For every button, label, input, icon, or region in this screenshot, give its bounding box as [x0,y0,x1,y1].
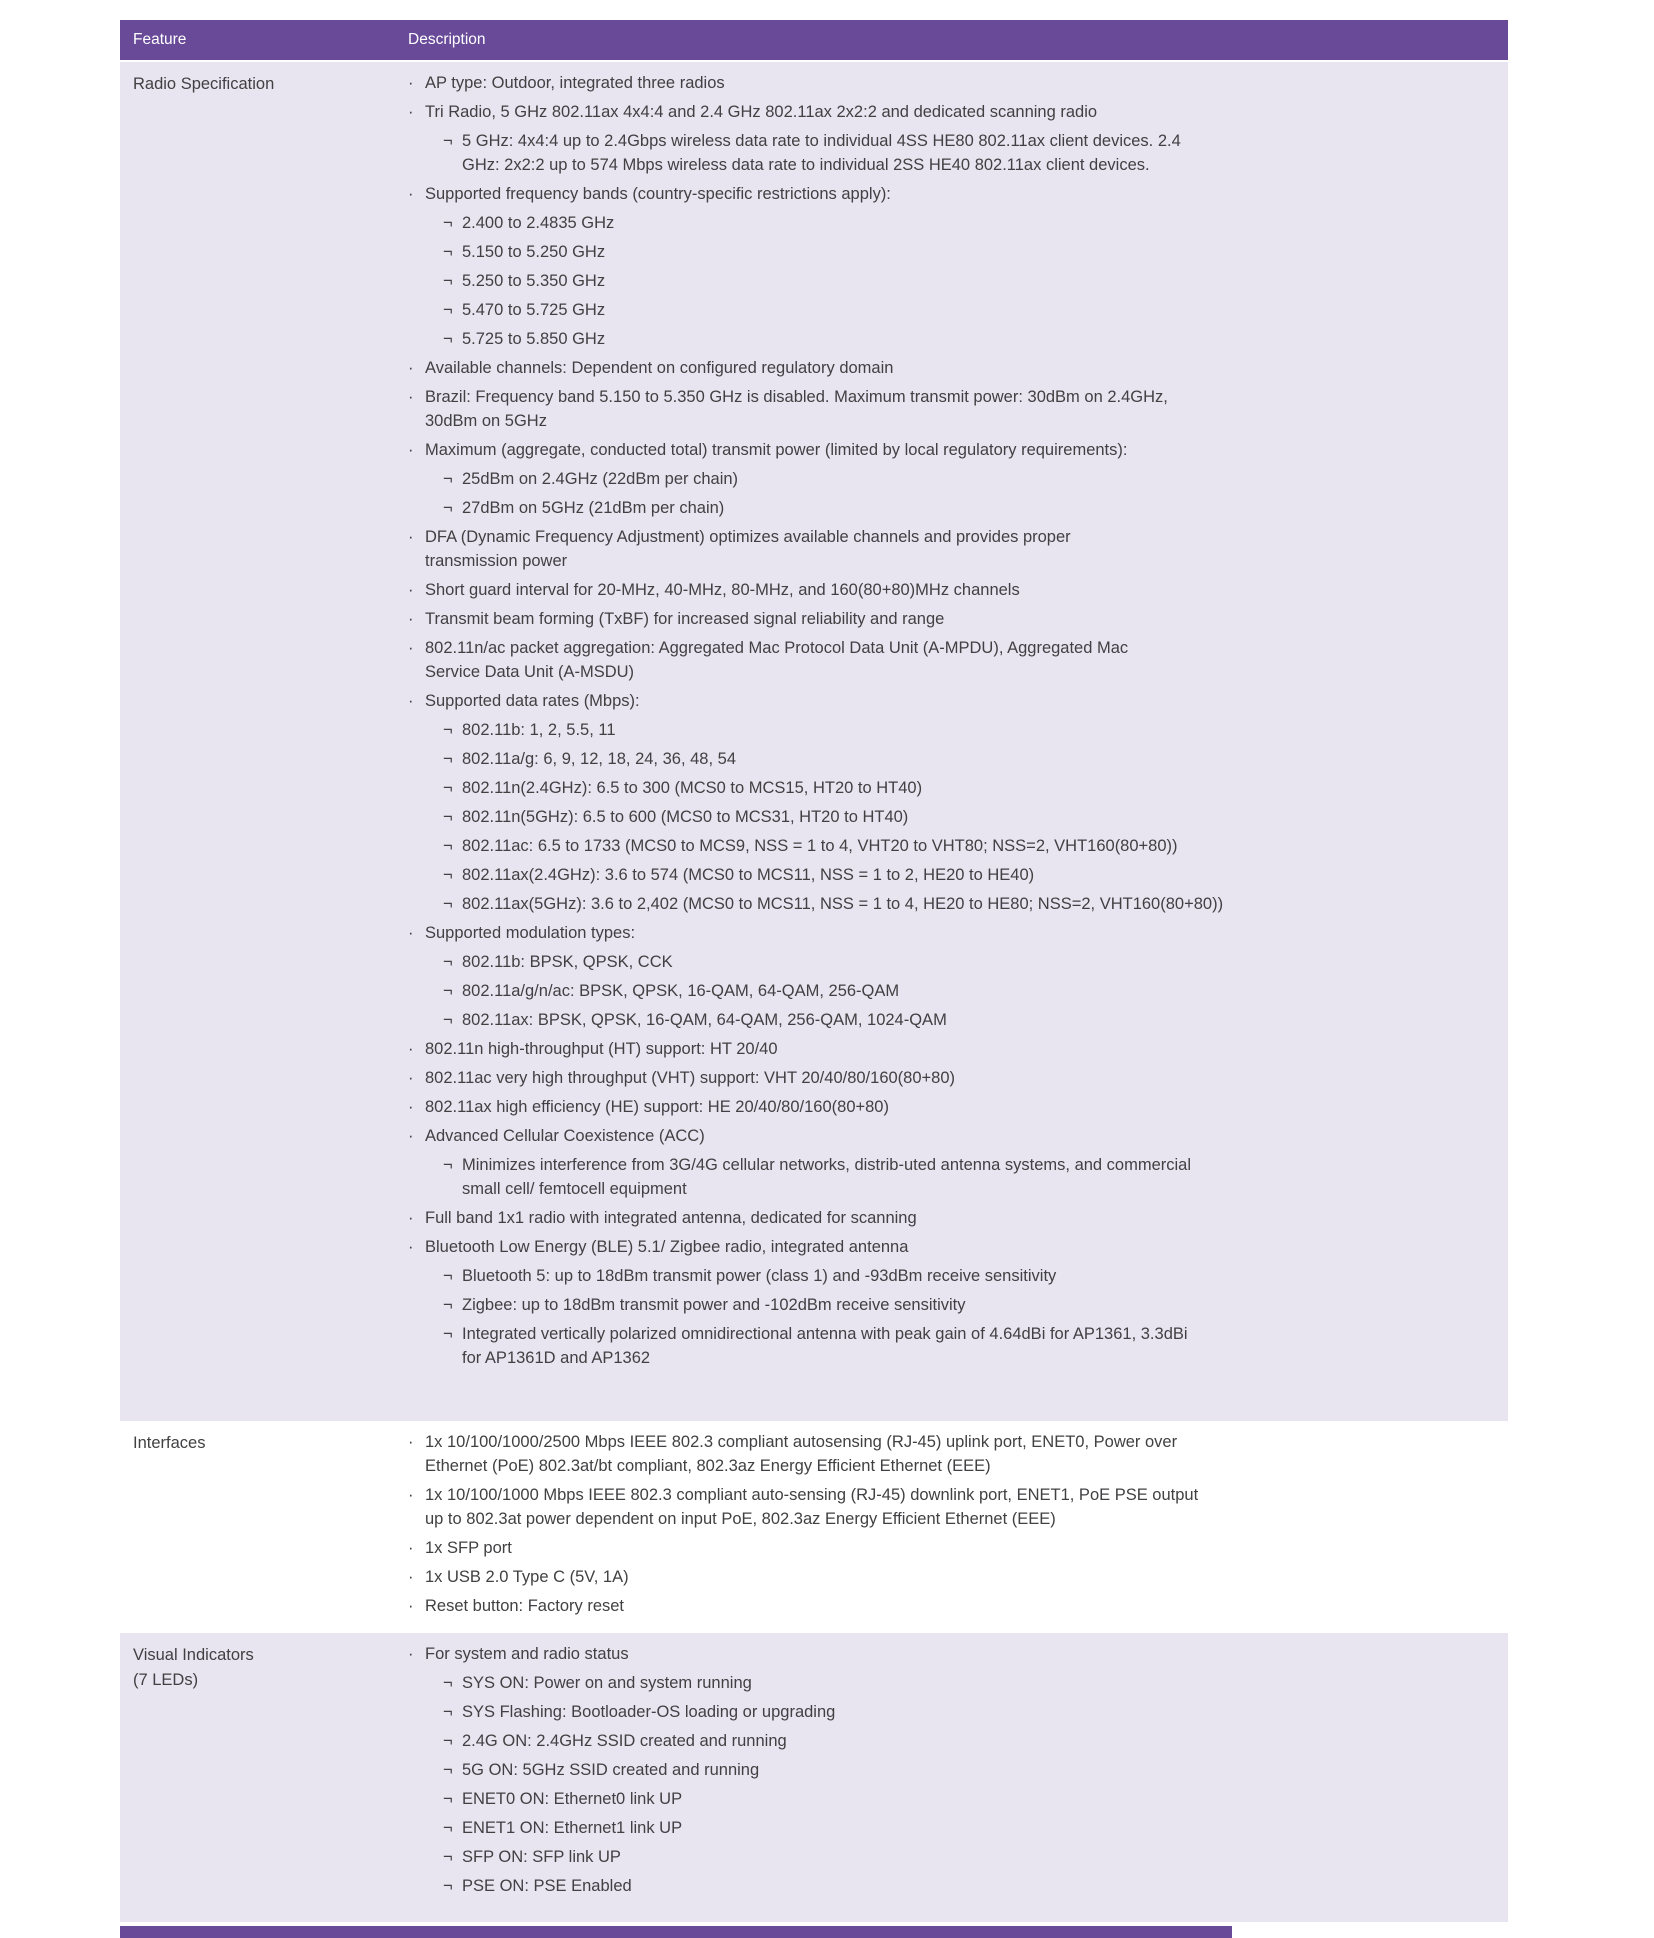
sub-bullet-item [443,863,1490,887]
bullet-list [408,1430,1490,1618]
sub-bullet-item [443,1700,1490,1724]
bullet-text: 802.11ax: BPSK, QPSK, 16-QAM, 64-QAM, 256-QAM, 1024-QAM [462,1011,947,1029]
bullet-text: 802.11a/g/n/ac: BPSK, QPSK, 16-QAM, 64-QAM, 256-QAM [462,982,900,1000]
bullet-text: 1x 10/100/1000 Mbps IEEE 802.3 compliant auto-sensing (RJ-45) downlink port, ENET1, PoE PSE output up to 802.3at power dependent on input PoE, 802.3az Energy Efficient Ethernet (EEE) [425,1486,1199,1528]
bullet-text: 5.250 to 5.350 GHz [462,272,606,290]
sub-bullet-item [443,269,1490,293]
sub-bullet-marker: ¬ [443,1325,453,1343]
bullet-marker: · [408,1486,414,1504]
bullet-text: 5 GHz: 4x4:4 up to 2.4Gbps wireless data rate to individual 4SS HE80 802.11ax client devices. 2.4 GHz: 2x2:2 up to 574 Mbps wireless data rate to individual 2SS HE40 802.11ax client devices. [462,132,1181,174]
table-body [120,62,1508,1922]
sub-bullet-item [443,1293,1490,1317]
sub-bullet-marker: ¬ [443,866,453,884]
sub-bullet-marker: ¬ [443,1819,453,1837]
sub-bullet-marker: ¬ [443,1267,453,1285]
description-cell [408,1421,1508,1633]
sub-bullet-item [443,805,1490,829]
bullet-text: AP type: Outdoor, integrated three radios [425,74,725,92]
table-header-row [120,20,1508,60]
bullet-text: Reset button: Factory reset [425,1597,625,1615]
bullet-text: 27dBm on 5GHz (21dBm per chain) [462,499,725,517]
bullet-text: 802.11ax(2.4GHz): 3.6 to 574 (MCS0 to MCS11, NSS = 1 to 2, HE20 to HE40) [462,866,1035,884]
bullet-text: 802.11n(5GHz): 6.5 to 600 (MCS0 to MCS31, HT20 to HT40) [462,808,909,826]
sub-bullet-marker: ¬ [443,330,453,348]
sub-bullet-item [443,1787,1490,1811]
bullet-text: ENET0 ON: Ethernet0 link UP [462,1790,683,1808]
bullet-marker: · [408,74,414,92]
bullet-text: Transmit beam forming (TxBF) for increased signal reliability and range [425,610,945,628]
feature-column-header: Feature [133,31,187,48]
bullet-text: 802.11a/g: 6, 9, 12, 18, 24, 36, 48, 54 [462,750,736,768]
bullet-text: 1x 10/100/1000/2500 Mbps IEEE 802.3 compliant autosensing (RJ-45) uplink port, ENET0, Power over Ethernet (PoE) 802.3at/bt compliant, 802.3az Energy Efficient Ethernet (EEE) [425,1433,1178,1475]
feature-cell [120,1421,408,1633]
bullet-text: 5G ON: 5GHz SSID created and running [462,1761,760,1779]
bullet-item [408,182,1490,206]
bullet-item [408,356,1490,380]
spec-table [120,20,1508,1922]
bullet-list [408,71,1490,1370]
sub-bullet-item [443,834,1490,858]
table-row [120,62,1508,1421]
bullet-text: 802.11b: 1, 2, 5.5, 11 [462,721,616,739]
table-row [120,1421,1508,1633]
feature-cell [120,1633,408,1922]
bullet-marker: · [408,610,414,628]
bullet-text: SFP ON: SFP link UP [462,1848,621,1866]
bullet-marker: · [408,388,414,406]
bullet-text: 802.11ax(5GHz): 3.6 to 2,402 (MCS0 to MCS11, NSS = 1 to 4, HE20 to HE80; NSS=2, VHT160(80+80)) [462,895,1224,913]
sub-bullet-marker: ¬ [443,1156,453,1174]
bullet-text: 2.400 to 2.4835 GHz [462,214,615,232]
sub-bullet-marker: ¬ [443,721,453,739]
sub-bullet-marker: ¬ [443,1674,453,1692]
feature-cell [120,62,408,1421]
bullet-marker: · [408,1433,414,1451]
sub-bullet-item [443,1845,1490,1869]
description-cell [408,62,1508,1421]
bullet-text: 802.11n high-throughput (HT) support: HT 20/40 [425,1040,778,1058]
sub-bullet-item [443,1322,1490,1370]
bullet-marker: · [408,185,414,203]
sub-bullet-item [443,776,1490,800]
sub-bullet-item [443,211,1490,235]
bullet-text: 1x SFP port [425,1539,512,1557]
sub-bullet-marker: ¬ [443,750,453,768]
sub-bullet-marker: ¬ [443,132,453,150]
bullet-marker: · [408,1238,414,1256]
sub-bullet-item [443,129,1490,177]
bullet-item [408,1430,1490,1478]
bullet-item [408,578,1490,602]
bullet-marker: · [408,359,414,377]
bullet-text: Zigbee: up to 18dBm transmit power and -102dBm receive sensitivity [462,1296,966,1314]
sub-bullet-marker: ¬ [443,1703,453,1721]
bullet-text: 802.11n(2.4GHz): 6.5 to 300 (MCS0 to MCS15, HT20 to HT40) [462,779,923,797]
sub-bullet-item [443,1671,1490,1695]
feature-label: Visual Indicators [133,1646,254,1664]
bullet-item [408,1536,1490,1560]
feature-label: Radio Specification [133,75,275,93]
bullet-item [408,1037,1490,1061]
bullet-text: SYS ON: Power on and system running [462,1674,752,1692]
sub-bullet-marker: ¬ [443,272,453,290]
sub-bullet-marker: ¬ [443,953,453,971]
bullet-text: 802.11ac: 6.5 to 1733 (MCS0 to MCS9, NSS = 1 to 4, VHT20 to VHT80; NSS=2, VHT160(80+80)) [462,837,1178,855]
sub-bullet-item [443,892,1490,916]
bullet-text: DFA (Dynamic Frequency Adjustment) optimizes available channels and provides proper transmission power [425,528,1071,570]
sub-bullet-marker: ¬ [443,1761,453,1779]
sub-bullet-item [443,718,1490,742]
sub-bullet-item [443,1758,1490,1782]
bullet-item [408,1206,1490,1230]
sub-bullet-item [443,1153,1490,1201]
bullet-marker: · [408,528,414,546]
bullet-text: For system and radio status [425,1645,629,1663]
bullet-text: 1x USB 2.0 Type C (5V, 1A) [425,1568,629,1586]
bullet-marker: · [408,1209,414,1227]
bullet-marker: · [408,1098,414,1116]
bullet-text: 2.4G ON: 2.4GHz SSID created and running [462,1732,787,1750]
bullet-marker: · [408,581,414,599]
bullet-item [408,689,1490,713]
sub-bullet-marker: ¬ [443,895,453,913]
bullet-marker: · [408,639,414,657]
sub-bullet-item [443,327,1490,351]
sub-bullet-marker: ¬ [443,1877,453,1895]
sub-bullet-item [443,1008,1490,1032]
bullet-marker: · [408,103,414,121]
bullet-marker: · [408,1645,414,1663]
sub-bullet-marker: ¬ [443,1732,453,1750]
sub-bullet-item [443,496,1490,520]
bullet-list [408,1642,1490,1898]
bullet-text: 802.11ax high efficiency (HE) support: HE 20/40/80/160(80+80) [425,1098,889,1116]
bullet-text: 5.725 to 5.850 GHz [462,330,606,348]
bullet-item [408,607,1490,631]
bullet-marker: · [408,441,414,459]
sub-bullet-marker: ¬ [443,499,453,517]
sub-bullet-marker: ¬ [443,1011,453,1029]
bullet-item [408,100,1490,124]
sub-bullet-marker: ¬ [443,214,453,232]
bullet-text: 802.11ac very high throughput (VHT) support: VHT 20/40/80/160(80+80) [425,1069,956,1087]
bullet-marker: · [408,1568,414,1586]
sub-bullet-marker: ¬ [443,1848,453,1866]
bullet-text: 25dBm on 2.4GHz (22dBm per chain) [462,470,739,488]
bullet-marker: · [408,924,414,942]
table-row [120,1633,1508,1922]
bullet-item [408,1642,1490,1666]
bullet-text: 5.470 to 5.725 GHz [462,301,606,319]
sub-bullet-item [443,979,1490,1003]
bullet-item [408,636,1490,684]
bullet-text: ENET1 ON: Ethernet1 link UP [462,1819,683,1837]
sub-bullet-marker: ¬ [443,982,453,1000]
sub-bullet-marker: ¬ [443,1296,453,1314]
bullet-text: Available channels: Dependent on configured regulatory domain [425,359,894,377]
bullet-item [408,438,1490,462]
bullet-text: Bluetooth 5: up to 18dBm transmit power (class 1) and -93dBm receive sensitivity [462,1267,1057,1285]
sub-bullet-marker: ¬ [443,779,453,797]
sub-bullet-marker: ¬ [443,243,453,261]
bullet-item [408,1483,1490,1531]
sub-bullet-item [443,1874,1490,1898]
sub-bullet-marker: ¬ [443,808,453,826]
bullet-text: Short guard interval for 20-MHz, 40-MHz, 80-MHz, and 160(80+80)MHz channels [425,581,1020,599]
bullet-item [408,1124,1490,1148]
bullet-marker: · [408,1069,414,1087]
bullet-text: Maximum (aggregate, conducted total) transmit power (limited by local regulatory requirements): [425,441,1128,459]
feature-label: Interfaces [133,1434,206,1452]
bullet-text: Supported modulation types: [425,924,636,942]
bullet-item [408,921,1490,945]
bullet-text: PSE ON: PSE Enabled [462,1877,632,1895]
bullet-item [408,1066,1490,1090]
bullet-text: 802.11b: BPSK, QPSK, CCK [462,953,673,971]
sub-bullet-marker: ¬ [443,1790,453,1808]
description-cell [408,1633,1508,1922]
bullet-item [408,1594,1490,1618]
sub-bullet-marker: ¬ [443,470,453,488]
sub-bullet-item [443,1816,1490,1840]
sub-bullet-item [443,1264,1490,1288]
bullet-item [408,525,1490,573]
bullet-item [408,1565,1490,1589]
bullet-text: Supported data rates (Mbps): [425,692,640,710]
next-section-header-bar [120,1926,1232,1938]
bullet-text: Minimizes interference from 3G/4G cellular networks, distrib-uted antenna systems, and commercial small cell/ femtocell equipment [462,1156,1192,1198]
bullet-text: Bluetooth Low Energy (BLE) 5.1/ Zigbee radio, integrated antenna [425,1238,909,1256]
bullet-text: Integrated vertically polarized omnidirectional antenna with peak gain of 4.64dBi for AP1361, 3.3dBi for AP1361D and AP1362 [462,1325,1188,1367]
bullet-text: Tri Radio, 5 GHz 802.11ax 4x4:4 and 2.4 GHz 802.11ax 2x2:2 and dedicated scanning radio [425,103,1098,121]
bullet-marker: · [408,1539,414,1557]
sub-bullet-item [443,1729,1490,1753]
bullet-text: SYS Flashing: Bootloader-OS loading or upgrading [462,1703,836,1721]
bullet-marker: · [408,1040,414,1058]
bullet-text: Advanced Cellular Coexistence (ACC) [425,1127,705,1145]
bullet-item [408,1235,1490,1259]
description-column-header: Description [408,31,486,48]
bullet-text: Supported frequency bands (country-specific restrictions apply): [425,185,891,203]
bullet-text: Full band 1x1 radio with integrated antenna, dedicated for scanning [425,1209,917,1227]
sub-bullet-marker: ¬ [443,301,453,319]
sub-bullet-item [443,747,1490,771]
sub-bullet-item [443,950,1490,974]
bullet-text: Brazil: Frequency band 5.150 to 5.350 GHz is disabled. Maximum transmit power: 30dBm on 2.4GHz, 30dBm on 5GHz [425,388,1168,430]
bullet-item [408,71,1490,95]
bullet-text: 802.11n/ac packet aggregation: Aggregated Mac Protocol Data Unit (A-MPDU), Aggregated Mac Service Data Unit (A-MSDU) [425,639,1129,681]
bullet-item [408,1095,1490,1119]
sub-bullet-item [443,240,1490,264]
bullet-marker: · [408,1597,414,1615]
sub-bullet-item [443,298,1490,322]
sub-bullet-item [443,467,1490,491]
feature-label: (7 LEDs) [133,1671,199,1689]
bullet-marker: · [408,1127,414,1145]
bullet-item [408,385,1490,433]
sub-bullet-marker: ¬ [443,837,453,855]
bullet-text: 5.150 to 5.250 GHz [462,243,606,261]
bullet-marker: · [408,692,414,710]
